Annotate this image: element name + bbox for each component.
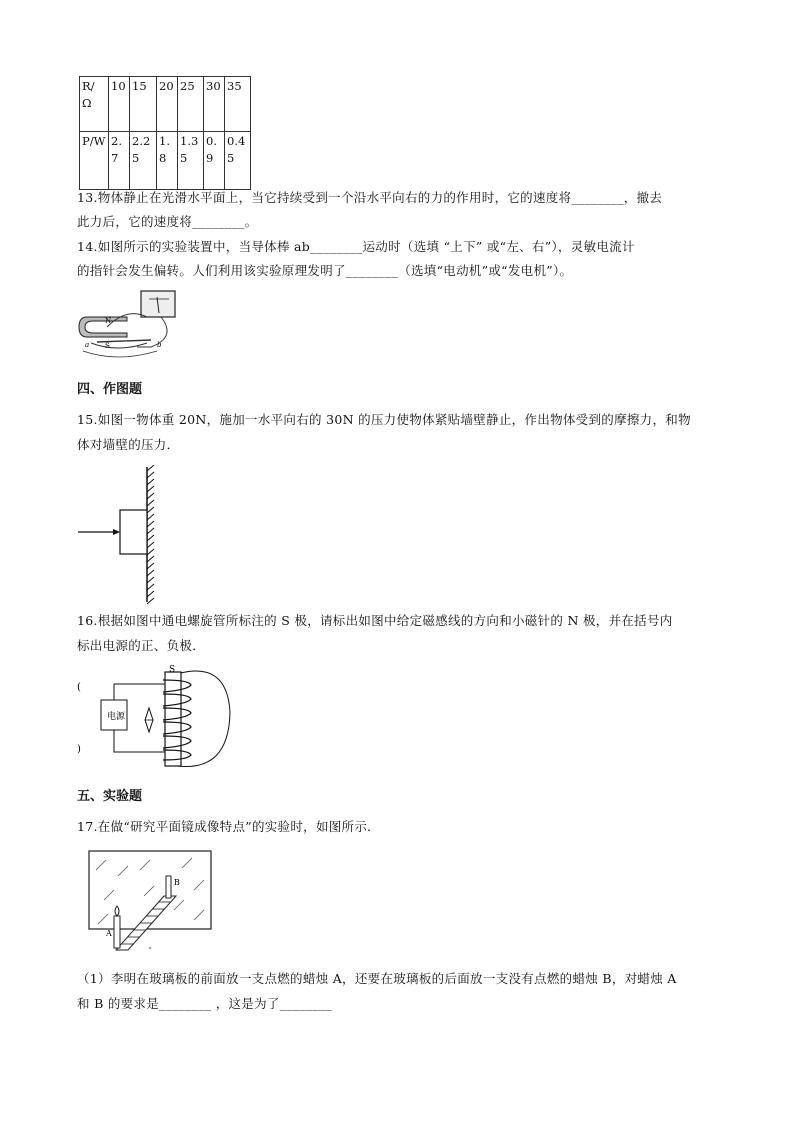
q17-sub1-line2: 和 B 的要求是________ ，这是为了________ [77, 996, 333, 1011]
solenoid-figure [77, 660, 237, 782]
induction-apparatus-figure [77, 287, 189, 367]
section5-heading: 五、实验题 [77, 789, 143, 804]
plane-mirror-experiment-figure [86, 848, 216, 958]
table-cell: 15 [130, 77, 157, 132]
rod-label-a: a [85, 341, 90, 349]
block-on-wall-figure [77, 465, 157, 605]
q15-line2: 体对墙壁的压力． [77, 437, 180, 452]
table-cell: 1.3 5 [178, 132, 204, 190]
table-cell: 30 [204, 77, 225, 132]
magnet-label-n: N [105, 317, 112, 325]
table-cell: R/ Ω [80, 77, 109, 132]
candle-label-b: B [174, 878, 180, 887]
table-cell: P/W [80, 132, 109, 190]
bracket-bottom: ) [77, 744, 81, 755]
q16-line1: 16.根据如图中通电螺旋管所标注的 S 极，请标出如图中给定磁感线的方向和小磁针的 N 极，并在括号内 [77, 613, 673, 628]
power-source-label: 电源 [107, 712, 126, 722]
table-cell: 2. 7 [109, 132, 130, 190]
table-cell: 20 [157, 77, 178, 132]
q17-sub1-line1: （1）李明在玻璃板的前面放一支点燃的蜡烛 A，还要在玻璃板的后面放一支没有点燃的蜡烛 B，对蜡烛 A [77, 971, 677, 986]
q15-line1: 15.如图一物体重 20N，施加一水平向右的 30N 的压力使物体紧贴墙壁静止，作出物体受到的摩擦力，和物 [77, 412, 691, 427]
q13-line1: 13.物体静止在光滑水平面上，当它持续受到一个沿水平向右的力的作用时，它的速度将________，撤去 [77, 190, 663, 205]
q14-line1: 14.如图所示的实验装置中，当导体棒 ab________运动时（选填 “上下” 或“左、右”），灵敏电流计 [77, 239, 635, 254]
q16-line2: 标出电源的正、负极． [77, 638, 206, 653]
table-cell: 0.4 5 [225, 132, 251, 190]
section4-heading: 四、作图题 [77, 382, 143, 397]
candle-label-a: A [106, 929, 112, 938]
bracket-top: ( [77, 682, 81, 693]
table-cell: 2.2 5 [130, 132, 157, 190]
q14-line2: 的指针会发生偏转。人们利用该实验原理发明了________（选填“电动机”或“发电机”）。 [77, 263, 573, 278]
resistance-power-table [79, 76, 251, 190]
table-cell: 10 [109, 77, 130, 132]
rod-label-b: b [157, 341, 162, 349]
table-cell: 1. 8 [157, 132, 178, 190]
table-cell: 0. 9 [204, 132, 225, 190]
q17-line1: 17.在做“研究平面镜成像特点”的实验时，如图所示． [77, 819, 380, 834]
solenoid-pole-label: S [169, 665, 176, 675]
table-cell: 35 [225, 77, 251, 132]
magnet-label-s: S [105, 342, 110, 350]
q13-line2: 此力后，它的速度将________。 [77, 214, 258, 229]
table-cell: 25 [178, 77, 204, 132]
table-row [80, 77, 251, 132]
table-row [80, 132, 251, 190]
